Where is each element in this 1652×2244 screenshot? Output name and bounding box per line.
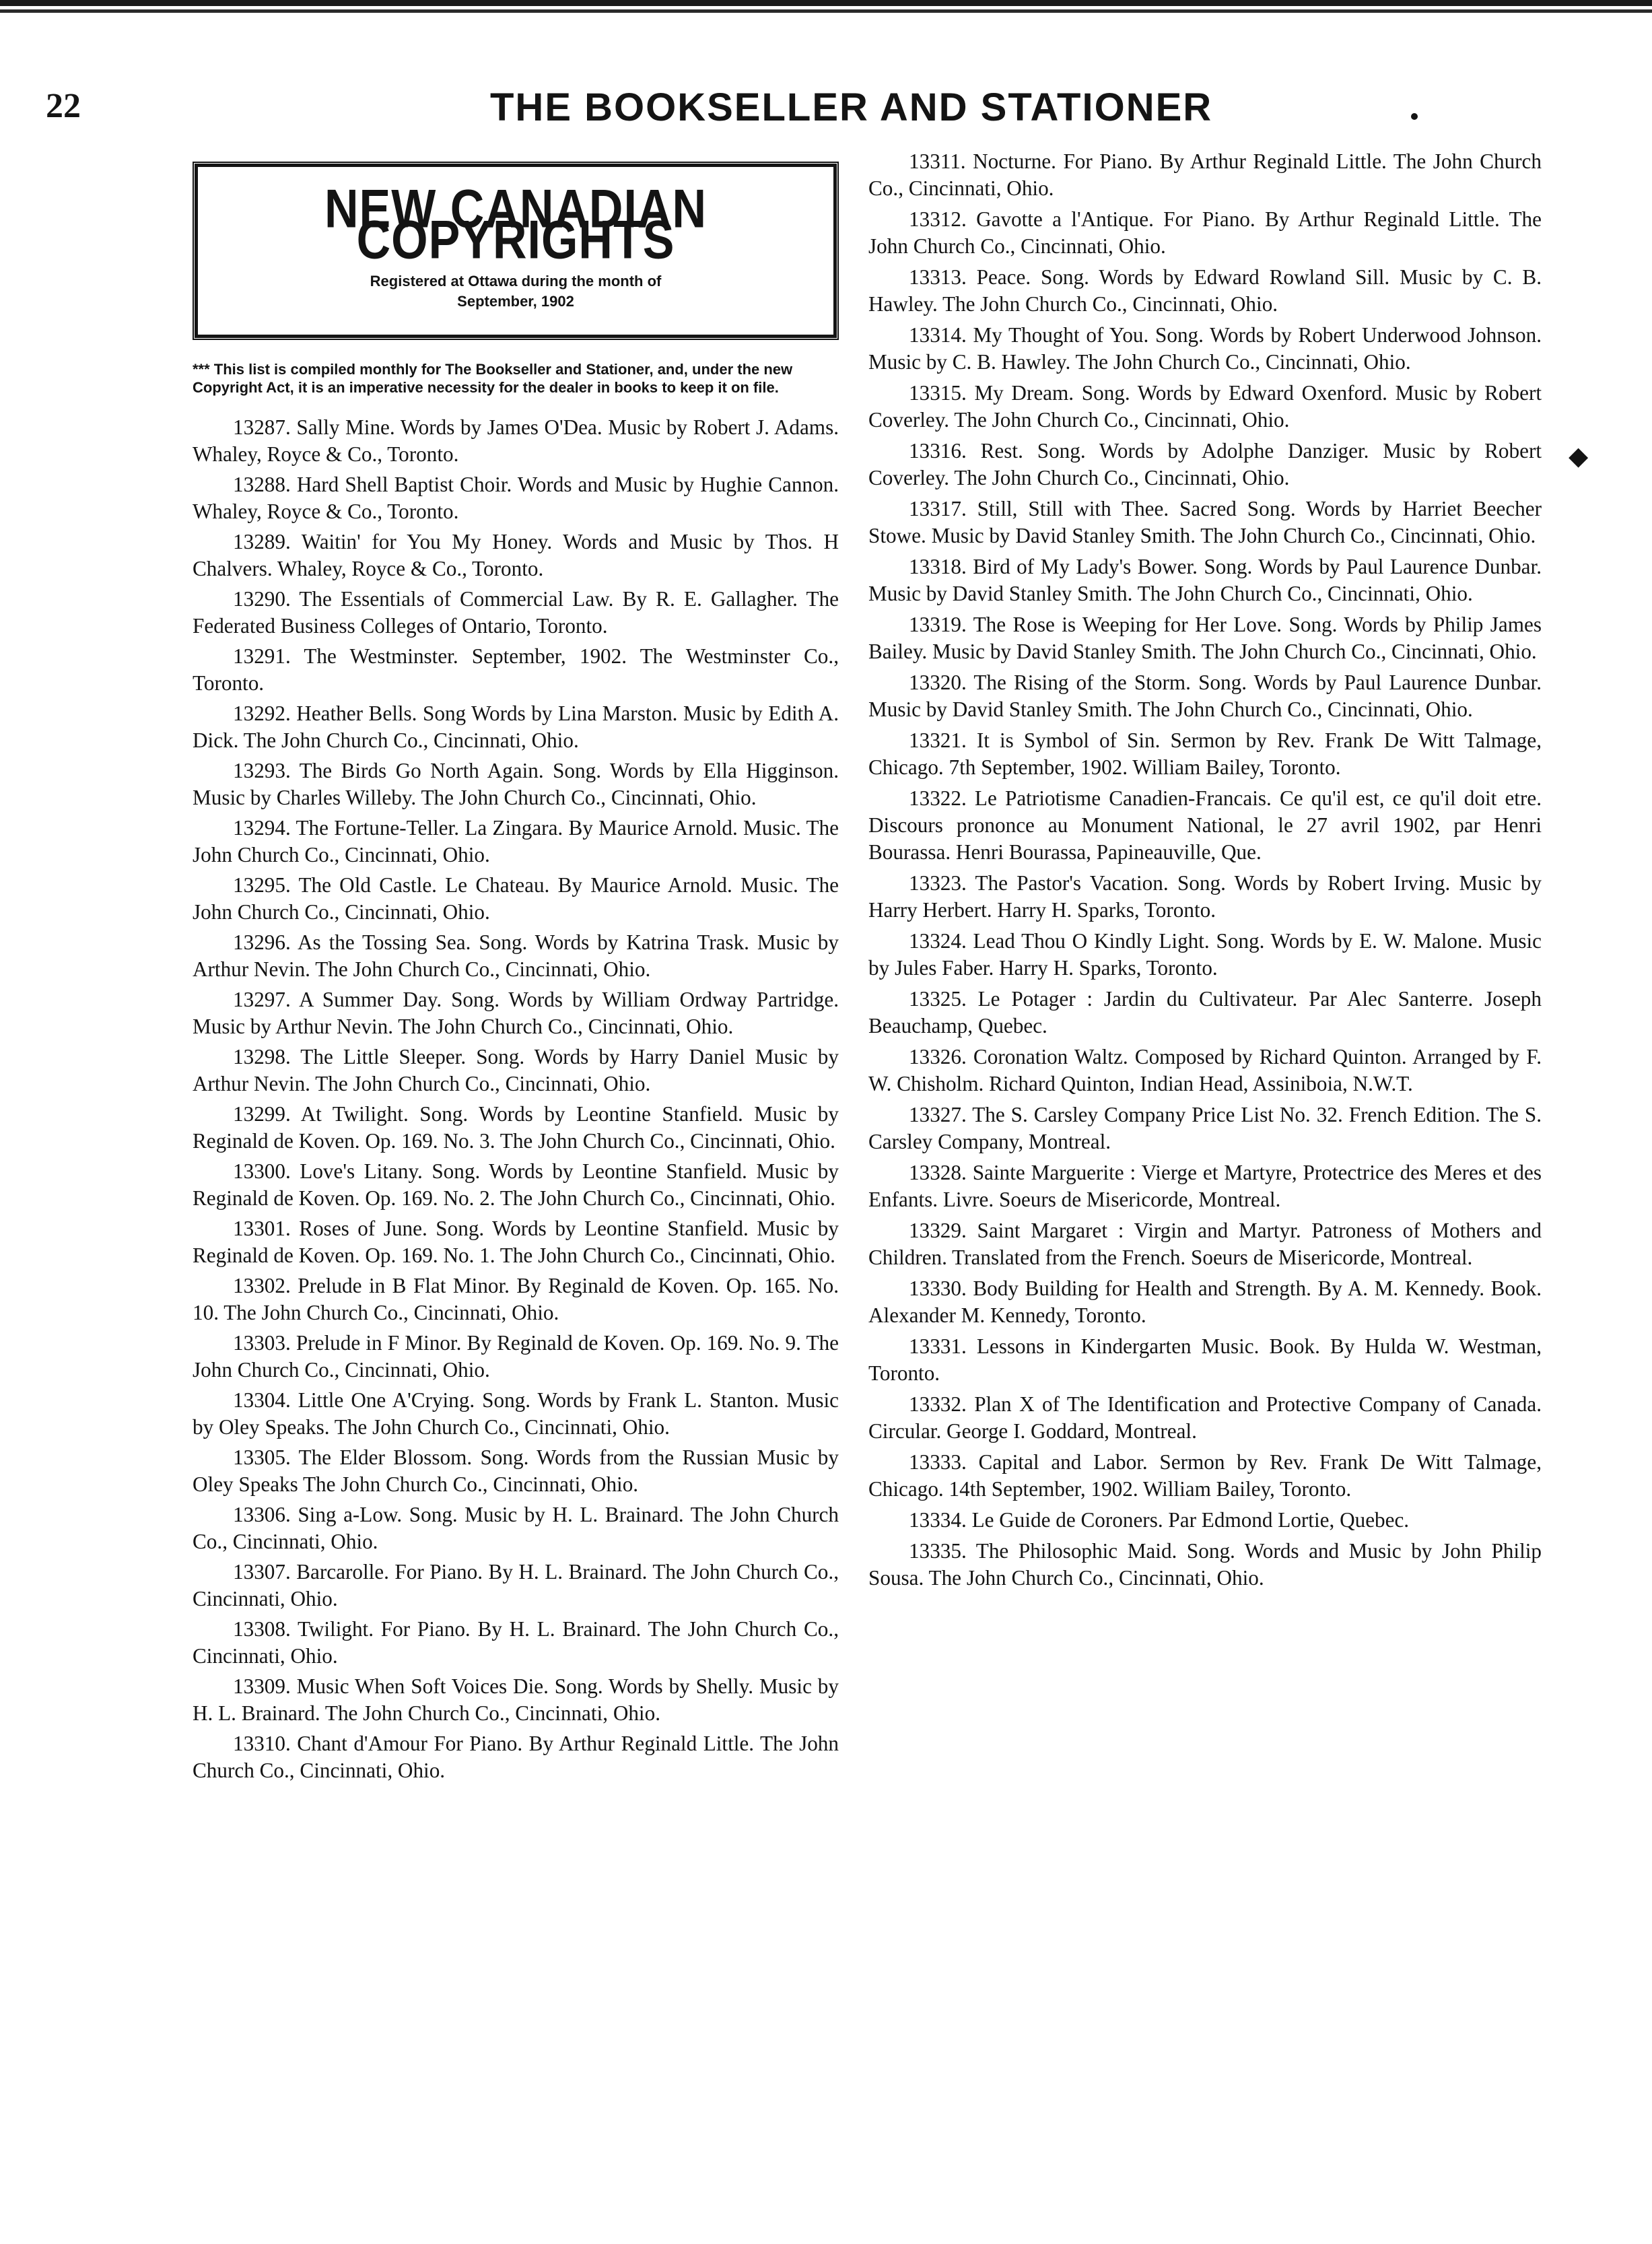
- copyright-entry: 13290. The Essentials of Commercial Law. By R. E. Gallagher. The Federated Business Colleges of Ontario, Toronto.: [193, 587, 839, 638]
- box-subtitle-line2: September, 1902: [457, 293, 574, 310]
- copyright-entry: 13313. Peace. Song. Words by Edward Rowland Sill. Music by C. B. Hawley. The John Church Co., Cincinnati, Ohio.: [868, 265, 1542, 316]
- entry-list-left: [193, 414, 839, 1784]
- top-edge-rule: [0, 0, 1652, 18]
- copyright-heading-box: [193, 162, 839, 340]
- copyright-entry: 13291. The Westminster. September, 1902. The Westminster Co., Toronto.: [193, 644, 839, 695]
- copyright-entry: 13298. The Little Sleeper. Song. Words by Harry Daniel Music by Arthur Nevin. The John Church Co., Cincinnati, Ohio.: [193, 1045, 839, 1095]
- running-title: THE BOOKSELLER AND STATIONER: [490, 86, 1213, 129]
- copyright-entry: 13287. Sally Mine. Words by James O'Dea. Music by Robert J. Adams. Whaley, Royce & Co., Toronto.: [193, 415, 839, 466]
- entry-list-right: [868, 148, 1542, 1592]
- box-subtitle-line1: Registered at Ottawa during the month of: [370, 273, 662, 290]
- copyright-entry: 13319. The Rose is Weeping for Her Love. Song. Words by Philip James Bailey. Music by David Stanley Smith. The John Church Co., Cincinnati, Ohio.: [868, 613, 1542, 663]
- copyright-entry: 13299. At Twilight. Song. Words by Leontine Stanfield. Music by Reginald de Koven. Op. 169. No. 3. The John Church Co., Cincinnati, Ohio.: [193, 1102, 839, 1153]
- copyright-entry: 13306. Sing a-Low. Song. Music by H. L. Brainard. The John Church Co., Cincinnati, Ohio.: [193, 1503, 839, 1553]
- box-title: NEW CANADIAN COPYRIGHTS: [324, 178, 708, 270]
- copyright-entry: 13334. Le Guide de Coroners. Par Edmond Lortie, Quebec.: [909, 1508, 1410, 1532]
- copyright-entry: 13302. Prelude in B Flat Minor. By Reginald de Koven. Op. 165. No. 10. The John Church Co., Cincinnati, Ohio.: [193, 1274, 839, 1324]
- copyright-entry: 13327. The S. Carsley Company Price List No. 32. French Edition. The S. Carsley Company, Montreal.: [868, 1103, 1542, 1153]
- copyright-entry: 13317. Still, Still with Thee. Sacred Song. Words by Harriet Beecher Stowe. Music by David Stanley Smith. The John Church Co., Cincinnati, Ohio.: [868, 497, 1542, 547]
- copyright-entry: 13288. Hard Shell Baptist Choir. Words and Music by Hughie Cannon. Whaley, Royce & Co., Toronto.: [193, 473, 839, 523]
- copyright-entry: 13294. The Fortune-Teller. La Zingara. By Maurice Arnold. Music. The John Church Co., Cincinnati, Ohio.: [193, 816, 839, 866]
- copyright-entry: 13320. The Rising of the Storm. Song. Words by Paul Laurence Dunbar. Music by David Stanley Smith. The John Church Co., Cincinnati, Ohio.: [868, 671, 1542, 721]
- page-number: 22: [46, 87, 81, 125]
- copyright-entry: 13308. Twilight. For Piano. By H. L. Brainard. The John Church Co., Cincinnati, Ohio.: [193, 1617, 839, 1668]
- copyright-entry: 13310. Chant d'Amour For Piano. By Arthur Reginald Little. The John Church Co., Cincinnati, Ohio.: [193, 1732, 839, 1782]
- copyright-entry: 13300. Love's Litany. Song. Words by Leontine Stanfield. Music by Reginald de Koven. Op. 169. No. 2. The John Church Co., Cincinnati, Ohio.: [193, 1159, 839, 1210]
- box-subtitle: [196, 271, 835, 312]
- right-column: [868, 148, 1542, 1596]
- copyright-entry: 13315. My Dream. Song. Words by Edward Oxenford. Music by Robert Coverley. The John Church Co., Cincinnati, Ohio.: [868, 381, 1542, 432]
- left-column: [193, 156, 839, 1788]
- copyright-entry: 13321. It is Symbol of Sin. Sermon by Rev. Frank De Witt Talmage, Chicago. 7th September, 1902. William Bailey, Toronto.: [868, 728, 1542, 779]
- copyright-entry: 13309. Music When Soft Voices Die. Song. Words by Shelly. Music by H. L. Brainard. The John Church Co., Cincinnati, Ohio.: [193, 1674, 839, 1725]
- copyright-entry: 13332. Plan X of The Identification and Protective Company of Canada. Circular. George I. Goddard, Montreal.: [868, 1392, 1542, 1443]
- margin-diamond-mark: ◆: [1569, 442, 1589, 471]
- copyright-entry: 13323. The Pastor's Vacation. Song. Words by Robert Irving. Music by Harry Herbert. Harry H. Sparks, Toronto.: [868, 871, 1542, 922]
- copyright-entry: 13318. Bird of My Lady's Bower. Song. Words by Paul Laurence Dunbar. Music by David Stanley Smith. The John Church Co., Cincinnati, Ohio.: [868, 555, 1542, 605]
- copyright-entry: 13312. Gavotte a l'Antique. For Piano. By Arthur Reginald Little. The John Church Co., Cincinnati, Ohio.: [868, 207, 1542, 258]
- copyright-entry: 13325. Le Potager : Jardin du Cultivateur. Par Alec Santerre. Joseph Beauchamp, Quebec.: [868, 987, 1542, 1038]
- copyright-entry: 13324. Lead Thou O Kindly Light. Song. Words by E. W. Malone. Music by Jules Faber. Harry H. Sparks, Toronto.: [868, 929, 1542, 980]
- copyright-entry: 13314. My Thought of You. Song. Words by Robert Underwood Johnson. Music by C. B. Hawley. The John Church Co., Cincinnati, Ohio.: [868, 323, 1542, 374]
- page-header: [46, 81, 1621, 141]
- copyright-entry: 13322. Le Patriotisme Canadien-Francais. Ce qu'il est, ce qu'il doit etre. Discours prononce au Monument National, le 27 avril 1902, par Henri Bourassa. Henri Bourassa, Papineauville, Que.: [868, 786, 1542, 864]
- copyright-entry: 13330. Body Building for Health and Strength. By A. M. Kennedy. Book. Alexander M. Kennedy, Toronto.: [868, 1277, 1542, 1327]
- copyright-entry: 13296. As the Tossing Sea. Song. Words by Katrina Trask. Music by Arthur Nevin. The John Church Co., Cincinnati, Ohio.: [193, 930, 839, 981]
- copyright-entry: 13316. Rest. Song. Words by Adolphe Danziger. Music by Robert Coverley. The John Church Co., Cincinnati, Ohio.: [868, 439, 1542, 489]
- copyright-entry: 13333. Capital and Labor. Sermon by Rev. Frank De Witt Talmage, Chicago. 14th September, 1902. William Bailey, Toronto.: [868, 1450, 1542, 1501]
- notice-text: *** This list is compiled monthly for The Bookseller and Stationer, and, under the new Copyright Act, it is an imperative necessity for the dealer in books to keep it on file.: [193, 361, 793, 396]
- copyright-entry: 13311. Nocturne. For Piano. By Arthur Reginald Little. The John Church Co., Cincinnati, Ohio.: [868, 149, 1542, 200]
- copyright-entry: 13335. The Philosophic Maid. Song. Words and Music by John Philip Sousa. The John Church Co., Cincinnati, Ohio.: [868, 1539, 1542, 1590]
- copyright-entry: 13331. Lessons in Kindergarten Music. Book. By Hulda W. Westman, Toronto.: [868, 1334, 1542, 1385]
- copyright-entry: 13295. The Old Castle. Le Chateau. By Maurice Arnold. Music. The John Church Co., Cincinnati, Ohio.: [193, 873, 839, 924]
- copyright-entry: 13307. Barcarolle. For Piano. By H. L. Brainard. The John Church Co., Cincinnati, Ohio.: [193, 1560, 839, 1610]
- copyright-entry: 13304. Little One A'Crying. Song. Words by Frank L. Stanton. Music by Oley Speaks. The John Church Co., Cincinnati, Ohio.: [193, 1388, 839, 1439]
- copyright-entry: 13297. A Summer Day. Song. Words by William Ordway Partridge. Music by Arthur Nevin. The John Church Co., Cincinnati, Ohio.: [193, 988, 839, 1038]
- copyright-entry: 13328. Sainte Marguerite : Vierge et Martyre, Protectrice des Meres et des Enfants. Livre. Soeurs de Misericorde, Montreal.: [868, 1161, 1542, 1211]
- header-dot: [1411, 113, 1418, 120]
- copyright-entry: 13329. Saint Margaret : Virgin and Martyr. Patroness of Mothers and Children. Translated from the French. Soeurs de Misericorde, Montreal.: [868, 1219, 1542, 1269]
- copyright-entry: 13293. The Birds Go North Again. Song. Words by Ella Higginson. Music by Charles Willeby. The John Church Co., Cincinnati, Ohio.: [193, 759, 839, 809]
- copyright-entry: 13289. Waitin' for You My Honey. Words and Music by Thos. H Chalvers. Whaley, Royce & Co., Toronto.: [193, 530, 839, 580]
- copyright-entry: 13303. Prelude in F Minor. By Reginald de Koven. Op. 169. No. 9. The John Church Co., Cincinnati, Ohio.: [193, 1331, 839, 1382]
- copyright-entry: 13305. The Elder Blossom. Song. Words from the Russian Music by Oley Speaks The John Church Co., Cincinnati, Ohio.: [193, 1446, 839, 1496]
- copyright-entry: 13301. Roses of June. Song. Words by Leontine Stanfield. Music by Reginald de Koven. Op. 169. No. 1. The John Church Co., Cincinnati, Ohio.: [193, 1217, 839, 1267]
- copyright-entry: 13292. Heather Bells. Song Words by Lina Marston. Music by Edith A. Dick. The John Church Co., Cincinnati, Ohio.: [193, 702, 839, 752]
- copyright-entry: 13326. Coronation Waltz. Composed by Richard Quinton. Arranged by F. W. Chisholm. Richard Quinton, Indian Head, Assiniboia, N.W.T.: [868, 1045, 1542, 1095]
